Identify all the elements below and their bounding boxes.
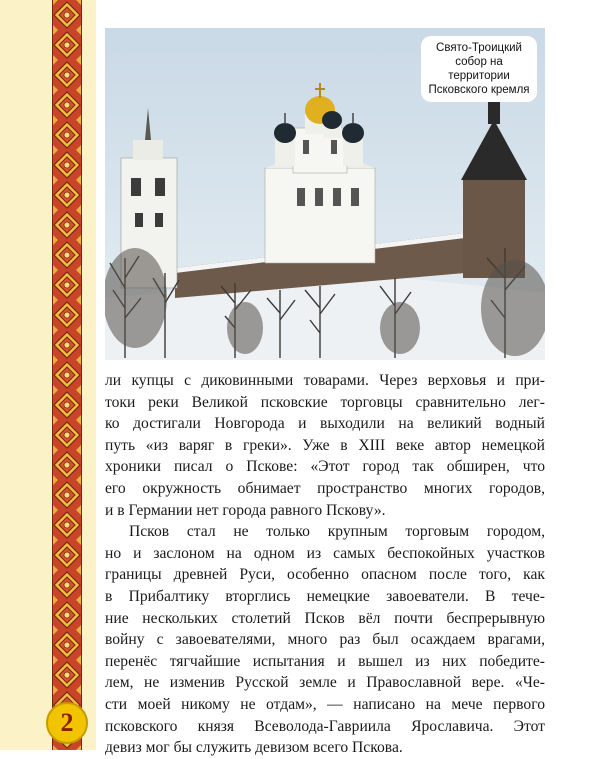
text-line: ли купцы с диковинными товарами. Через верховья и при-: [105, 372, 545, 389]
paragraph-1: [105, 370, 545, 521]
text-line: сти моей никому не отдам», — написано на мече первого: [105, 695, 545, 713]
text-line: ние нескольких столетий Псков вёл почти беспрерывную: [105, 609, 545, 627]
page-number: 2: [46, 702, 88, 744]
text-line: лем, не изменив Русской земле и Православной вере. «Че-: [105, 674, 545, 692]
text-line: псковского князя Всеволода-Гавриила Ярославича. Этот: [105, 717, 545, 735]
ornament-pattern: [52, 0, 82, 750]
text-line: в Прибалтику вторглись немецкие завоеватели. В тече-: [105, 587, 545, 605]
text-line: но и заслоном на одном из самых беспокойных участков: [105, 544, 545, 562]
kremlin-photo: [105, 28, 545, 360]
paragraph-2: [105, 521, 545, 759]
caption-line: Псковского кремля: [428, 84, 530, 96]
text-line: хроники писал о Пскове: «Этот город так обширен, что: [105, 458, 545, 476]
caption-line: собор на территории: [448, 56, 510, 82]
text-line: путь «из варяг в греки». Уже в XIII веке автор немецкой: [105, 436, 545, 454]
text-line: его окружность обнимает пространство многих городов,: [105, 479, 545, 497]
body-text: [105, 370, 545, 759]
decorative-border: [0, 0, 96, 750]
text-line: Псков стал не только крупным торговым городом,: [129, 523, 545, 541]
text-line: ко достигали Новгорода и выходили на великий водный: [105, 415, 545, 433]
text-line: войну с завоевателями, много раз был осаждаем врагами,: [105, 631, 545, 649]
text-line: перенёс тягчайшие испытания и вышел из них победите-: [105, 652, 545, 670]
text-line: токи реки Великой псковские торговцы сравнительно лег-: [105, 393, 545, 411]
text-line: девиз мог бы служить девизом всего Пскова.: [105, 739, 403, 757]
text-line: границы древней Руси, особенно опасном после того, как: [105, 566, 545, 584]
text-line: и в Германии нет города равного Пскову».: [105, 501, 386, 519]
photo-caption: [421, 36, 537, 102]
caption-line: Свято-Троицкий: [436, 42, 522, 54]
